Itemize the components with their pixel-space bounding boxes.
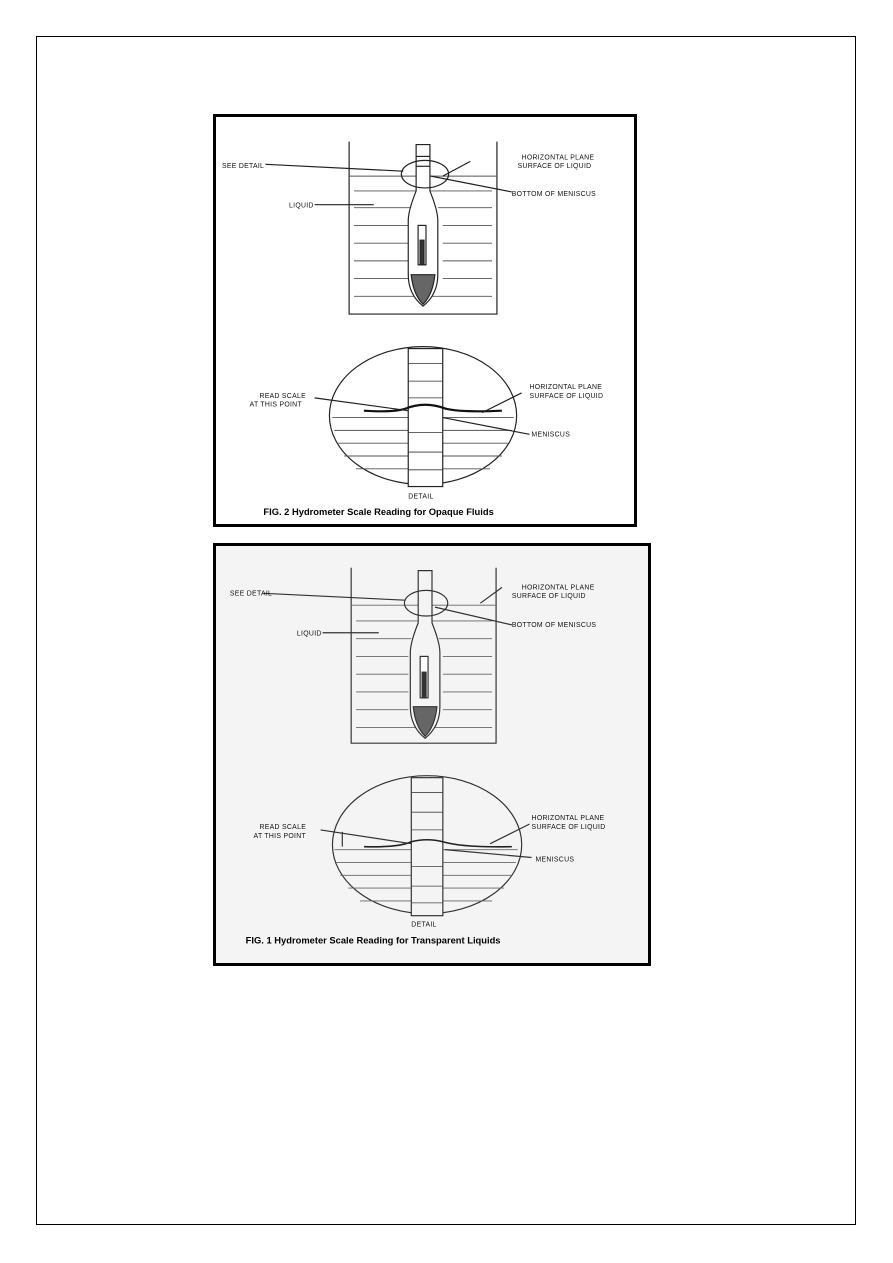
figure-1-transparent-liquids bbox=[213, 543, 651, 966]
read-scale-label: READ SCALE bbox=[259, 392, 306, 400]
detail-stem bbox=[411, 778, 443, 916]
detail-label: DETAIL bbox=[408, 493, 434, 501]
detail-surface-of-liquid-label: SURFACE OF LIQUID bbox=[529, 392, 604, 400]
surface-of-liquid-label: SURFACE OF LIQUID bbox=[511, 593, 586, 601]
bottom-of-meniscus-label: BOTTOM OF MENISCUS bbox=[511, 190, 596, 198]
liquid-label: LIQUID bbox=[296, 630, 322, 638]
hydrometer bbox=[410, 571, 440, 739]
see-detail-label: SEE DETAIL bbox=[229, 590, 273, 598]
figure-caption: FIG. 1 Hydrometer Scale Reading for Transparent Liquids bbox=[245, 935, 501, 946]
figure-1-drawing bbox=[216, 546, 648, 963]
detail-stem bbox=[408, 349, 442, 487]
hydrometer bbox=[408, 145, 438, 307]
detail-surface-of-liquid-label: SURFACE OF LIQUID bbox=[531, 823, 606, 831]
liquid-label: LIQUID bbox=[289, 202, 314, 210]
meniscus-label: MENISCUS bbox=[535, 856, 575, 864]
figure-caption: FIG. 2 Hydrometer Scale Reading for Opaque Fluids bbox=[263, 507, 494, 518]
detail-label: DETAIL bbox=[411, 921, 437, 929]
see-detail-label: SEE DETAIL bbox=[221, 163, 265, 171]
surface-of-liquid-label: SURFACE OF LIQUID bbox=[517, 163, 592, 171]
meniscus-label: MENISCUS bbox=[531, 431, 571, 439]
at-this-point-label: AT THIS POINT bbox=[253, 832, 307, 840]
horizontal-plane-label: HORIZONTAL PLANE bbox=[521, 154, 595, 162]
figure-2-opaque-fluids bbox=[213, 114, 637, 527]
at-this-point-label: AT THIS POINT bbox=[249, 401, 302, 409]
read-scale-label: READ SCALE bbox=[259, 823, 307, 831]
horizontal-plane-label: HORIZONTAL PLANE bbox=[521, 584, 595, 592]
bottom-of-meniscus-label: BOTTOM OF MENISCUS bbox=[511, 621, 597, 629]
detail-horizontal-plane-label: HORIZONTAL PLANE bbox=[531, 815, 605, 823]
figure-2-drawing bbox=[216, 117, 634, 524]
detail-horizontal-plane-label: HORIZONTAL PLANE bbox=[529, 383, 603, 391]
